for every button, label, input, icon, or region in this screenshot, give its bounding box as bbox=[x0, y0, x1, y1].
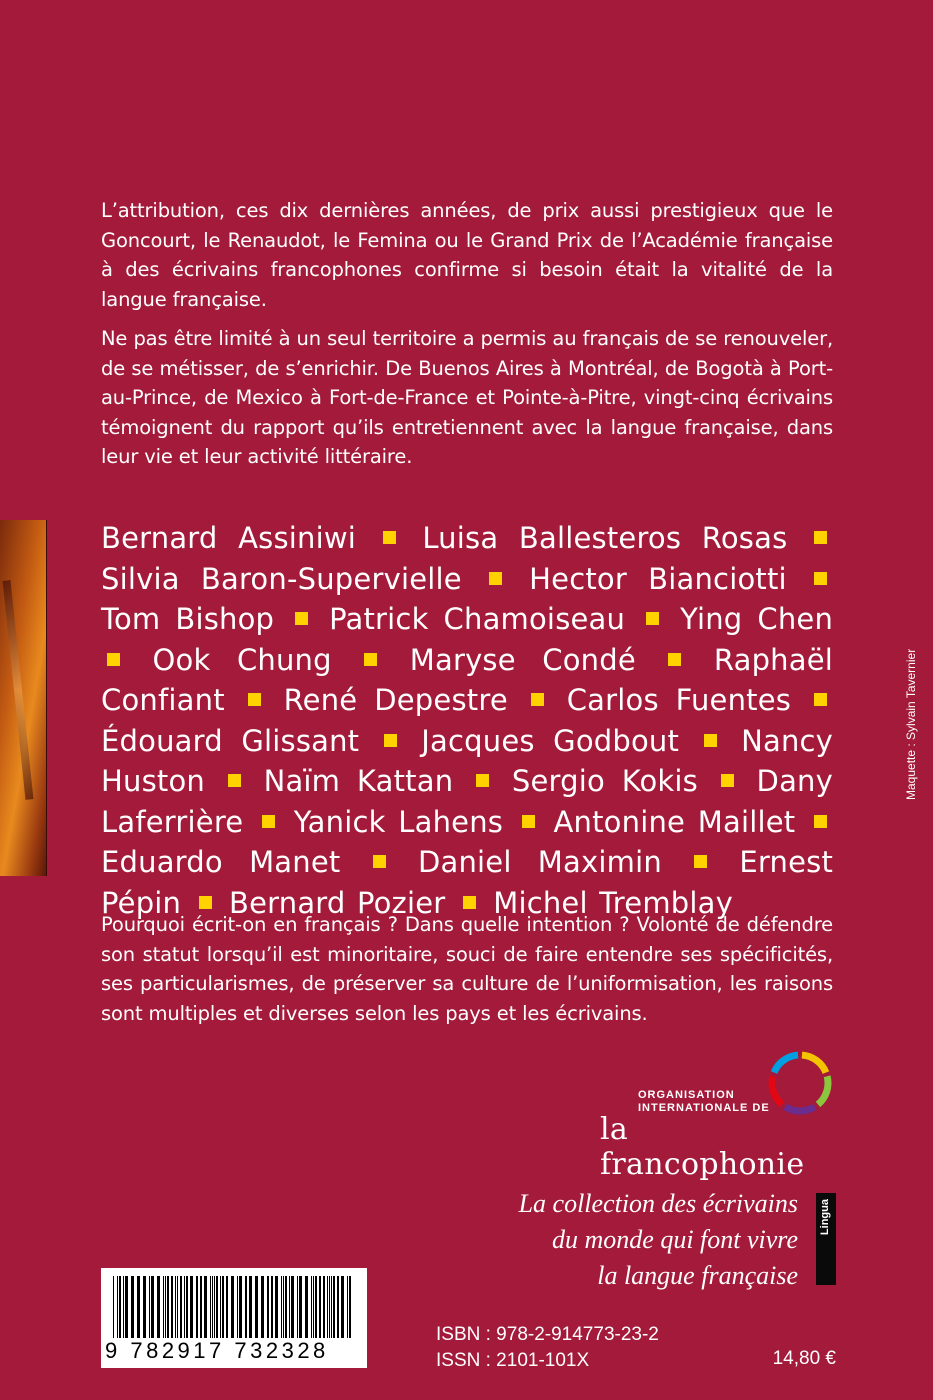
barcode-bar bbox=[113, 1276, 114, 1338]
separator-square-icon bbox=[531, 693, 544, 706]
barcode-bar bbox=[299, 1276, 302, 1338]
collection-line-2: du monde qui font vivre bbox=[552, 1225, 798, 1254]
ring-segment bbox=[802, 1055, 826, 1072]
intro-paragraph-2: Ne pas être limité à un seul territoire a permis au français de se renouveler, de se métisser, de s’enrichir. De Buenos Aires à Montréal, de Bogotà à Port-au-Prince, de Mexico à Fort-de-France et Pointe-à-Pitre, vingt-cinq écrivains témoignent du rapport qu’ils entretiennent avec la langue française, dans leur vie et leur activité littéraire. bbox=[101, 327, 833, 468]
barcode-bar bbox=[226, 1276, 228, 1338]
barcode-bar bbox=[149, 1276, 150, 1338]
barcode-bar bbox=[331, 1276, 332, 1338]
price: 14,80 € bbox=[772, 1348, 836, 1369]
author-name: Michel Tremblay bbox=[493, 885, 733, 920]
separator-square-icon bbox=[489, 572, 502, 585]
barcode-bars-icon bbox=[113, 1276, 355, 1338]
ring-segment bbox=[785, 1107, 815, 1111]
barcode-bar bbox=[131, 1276, 134, 1338]
author-name: Bernard Assiniwi bbox=[101, 521, 357, 555]
barcode-bar bbox=[117, 1276, 118, 1338]
collection-line-3: la langue française bbox=[597, 1261, 798, 1290]
barcode-bar bbox=[305, 1276, 308, 1338]
ring-segment bbox=[772, 1076, 782, 1104]
barcode-bar bbox=[297, 1276, 298, 1338]
separator-square-icon bbox=[694, 855, 707, 868]
ring-segment bbox=[774, 1055, 798, 1072]
separator-square-icon bbox=[364, 653, 377, 666]
separator-square-icon bbox=[814, 572, 827, 585]
barcode-bar bbox=[323, 1276, 325, 1338]
barcode-bar bbox=[347, 1276, 348, 1338]
barcode-bar bbox=[341, 1276, 344, 1338]
barcode-digits: 9 782917 732328 bbox=[105, 1338, 329, 1363]
author-name: Ook Chung bbox=[152, 642, 332, 677]
collection-line-1: La collection des écrivains bbox=[518, 1189, 798, 1218]
separator-square-icon bbox=[373, 855, 386, 868]
barcode-bar bbox=[337, 1276, 339, 1338]
separator-square-icon bbox=[814, 531, 827, 544]
barcode-bar bbox=[167, 1276, 169, 1338]
author-name: Ying Chen bbox=[680, 602, 834, 636]
barcode-bar bbox=[171, 1276, 173, 1338]
barcode-bar bbox=[281, 1276, 282, 1338]
barcode-bar bbox=[261, 1276, 264, 1338]
barcode-bar bbox=[119, 1276, 121, 1338]
separator-square-icon bbox=[646, 612, 659, 625]
collection-tagline bbox=[458, 1186, 798, 1294]
barcode-bar bbox=[275, 1276, 278, 1338]
isbn-number: ISBN : 978-2-914773-23-2 bbox=[436, 1324, 659, 1345]
logo-line-3: la francophonie bbox=[600, 1112, 805, 1182]
barcode-bar bbox=[184, 1276, 185, 1338]
barcode-bar bbox=[329, 1276, 330, 1338]
separator-square-icon bbox=[814, 693, 827, 706]
barcode-bar bbox=[125, 1276, 128, 1338]
barcode-bar bbox=[165, 1276, 166, 1338]
barcode-bar bbox=[319, 1276, 321, 1338]
barcode-bar bbox=[255, 1276, 258, 1338]
barcode-bar bbox=[123, 1276, 124, 1338]
author-name: Dany Laferrière bbox=[101, 764, 833, 839]
identifiers bbox=[436, 1322, 659, 1374]
separator-square-icon bbox=[384, 734, 397, 747]
barcode-bar bbox=[204, 1276, 207, 1338]
publisher-logo bbox=[600, 1075, 840, 1182]
author-name: Yanick Lahens bbox=[293, 804, 504, 839]
barcode-bar bbox=[289, 1276, 290, 1338]
barcode-bar bbox=[212, 1276, 213, 1338]
barcode-bar bbox=[186, 1276, 188, 1338]
barcode-bar bbox=[249, 1276, 252, 1338]
separator-square-icon bbox=[668, 653, 681, 666]
barcode-bar bbox=[311, 1276, 312, 1338]
barcode bbox=[101, 1268, 367, 1368]
barcode-bar bbox=[180, 1276, 182, 1338]
author-name: Maryse Condé bbox=[409, 642, 636, 677]
separator-square-icon bbox=[228, 774, 241, 787]
author-name: Édouard Glissant bbox=[101, 723, 360, 758]
author-name: Hector Bianciotti bbox=[529, 561, 787, 596]
author-name: Sergio Kokis bbox=[511, 764, 698, 798]
intro-paragraph-1: L’attribution, ces dix dernières années, de prix aussi prestigieux que le Goncourt, le Renaudot, le Femina ou le Grand Prix de l’Académie française à des écrivains francophones confirme si besoin était la vitalité de la langue française. bbox=[101, 199, 833, 311]
barcode-bar bbox=[315, 1276, 317, 1338]
barcode-bar bbox=[237, 1276, 238, 1338]
separator-square-icon bbox=[814, 815, 827, 828]
barcode-bar bbox=[143, 1276, 146, 1338]
barcode-bar bbox=[220, 1276, 221, 1338]
author-name: Carlos Fuentes bbox=[566, 683, 792, 717]
francophonie-ring-icon bbox=[766, 1049, 834, 1117]
author-name: René Depestre bbox=[283, 683, 508, 717]
author-name: Jacques Godbout bbox=[421, 723, 680, 758]
barcode-bar bbox=[239, 1276, 242, 1338]
author-name: Daniel Maximin bbox=[417, 845, 662, 879]
logo-line-1: ORGANISATION bbox=[638, 1089, 735, 1101]
barcode-bar bbox=[163, 1276, 164, 1338]
collection-tab bbox=[816, 1193, 836, 1285]
separator-square-icon bbox=[383, 531, 396, 544]
barcode-bar bbox=[313, 1276, 314, 1338]
author-name: Antonine Maillet bbox=[553, 804, 796, 839]
barcode-bar bbox=[245, 1276, 247, 1338]
collection-tab-label: Lingua bbox=[819, 1199, 831, 1236]
separator-square-icon bbox=[295, 612, 308, 625]
closing-paragraph: Pourquoi écrit-on en français ? Dans quelle intention ? Volonté de défendre son statut lorsqu’il est minoritaire, souci de faire entendre ses spécificités, ses particularismes, de préserver sa culture de l’uniformisation, les raisons sont multiples et diverses selon les pays et les écrivains. bbox=[101, 913, 833, 1025]
issn-number: ISSN : 2101-101X bbox=[436, 1350, 590, 1371]
cover-art-strip bbox=[0, 520, 47, 876]
design-credit: Maquette : Sylvain Tavernier bbox=[904, 648, 918, 800]
barcode-bar bbox=[216, 1276, 218, 1338]
barcode-bar bbox=[283, 1276, 284, 1338]
separator-square-icon bbox=[522, 815, 535, 828]
author-name: Naïm Kattan bbox=[263, 764, 454, 798]
separator-square-icon bbox=[704, 734, 717, 747]
barcode-bar bbox=[267, 1276, 269, 1338]
author-name: Patrick Chamoiseau bbox=[329, 602, 626, 636]
barcode-bar bbox=[190, 1276, 193, 1338]
barcode-bar bbox=[200, 1276, 202, 1338]
barcode-bar bbox=[214, 1276, 215, 1338]
separator-square-icon bbox=[262, 815, 275, 828]
barcode-bar bbox=[157, 1276, 160, 1338]
separator-square-icon bbox=[199, 896, 212, 909]
author-name: Nancy Huston bbox=[101, 723, 834, 798]
barcode-bar bbox=[196, 1276, 198, 1338]
author-name: Luisa Ballesteros Rosas bbox=[422, 521, 788, 555]
separator-square-icon bbox=[463, 896, 476, 909]
author-list bbox=[101, 518, 833, 923]
author-name: Silvia Baron-Supervielle bbox=[101, 561, 462, 596]
author-name: Bernard Pozier bbox=[229, 885, 446, 920]
barcode-bar bbox=[175, 1276, 176, 1338]
author-name: Raphaël Confiant bbox=[101, 642, 834, 717]
barcode-bar bbox=[333, 1276, 335, 1338]
barcode-bar bbox=[327, 1276, 328, 1338]
separator-square-icon bbox=[107, 653, 120, 666]
separator-square-icon bbox=[721, 774, 734, 787]
barcode-bar bbox=[222, 1276, 224, 1338]
author-name: Eduardo Manet bbox=[101, 845, 341, 879]
ring-segment bbox=[818, 1076, 828, 1104]
barcode-bar bbox=[137, 1276, 140, 1338]
barcode-bar bbox=[210, 1276, 211, 1338]
barcode-bar bbox=[349, 1276, 351, 1338]
barcode-bar bbox=[271, 1276, 273, 1338]
barcode-bar bbox=[151, 1276, 154, 1338]
separator-square-icon bbox=[476, 774, 489, 787]
barcode-bar bbox=[177, 1276, 178, 1338]
barcode-bar bbox=[291, 1276, 294, 1338]
author-name: Ernest Pépin bbox=[101, 845, 834, 920]
barcode-bar bbox=[285, 1276, 287, 1338]
cover-art-streak bbox=[3, 580, 34, 800]
author-name: Tom Bishop bbox=[101, 602, 275, 636]
logo-line-2: INTERNATIONALE DE bbox=[638, 1102, 770, 1114]
barcode-bar bbox=[231, 1276, 234, 1338]
separator-square-icon bbox=[248, 693, 261, 706]
